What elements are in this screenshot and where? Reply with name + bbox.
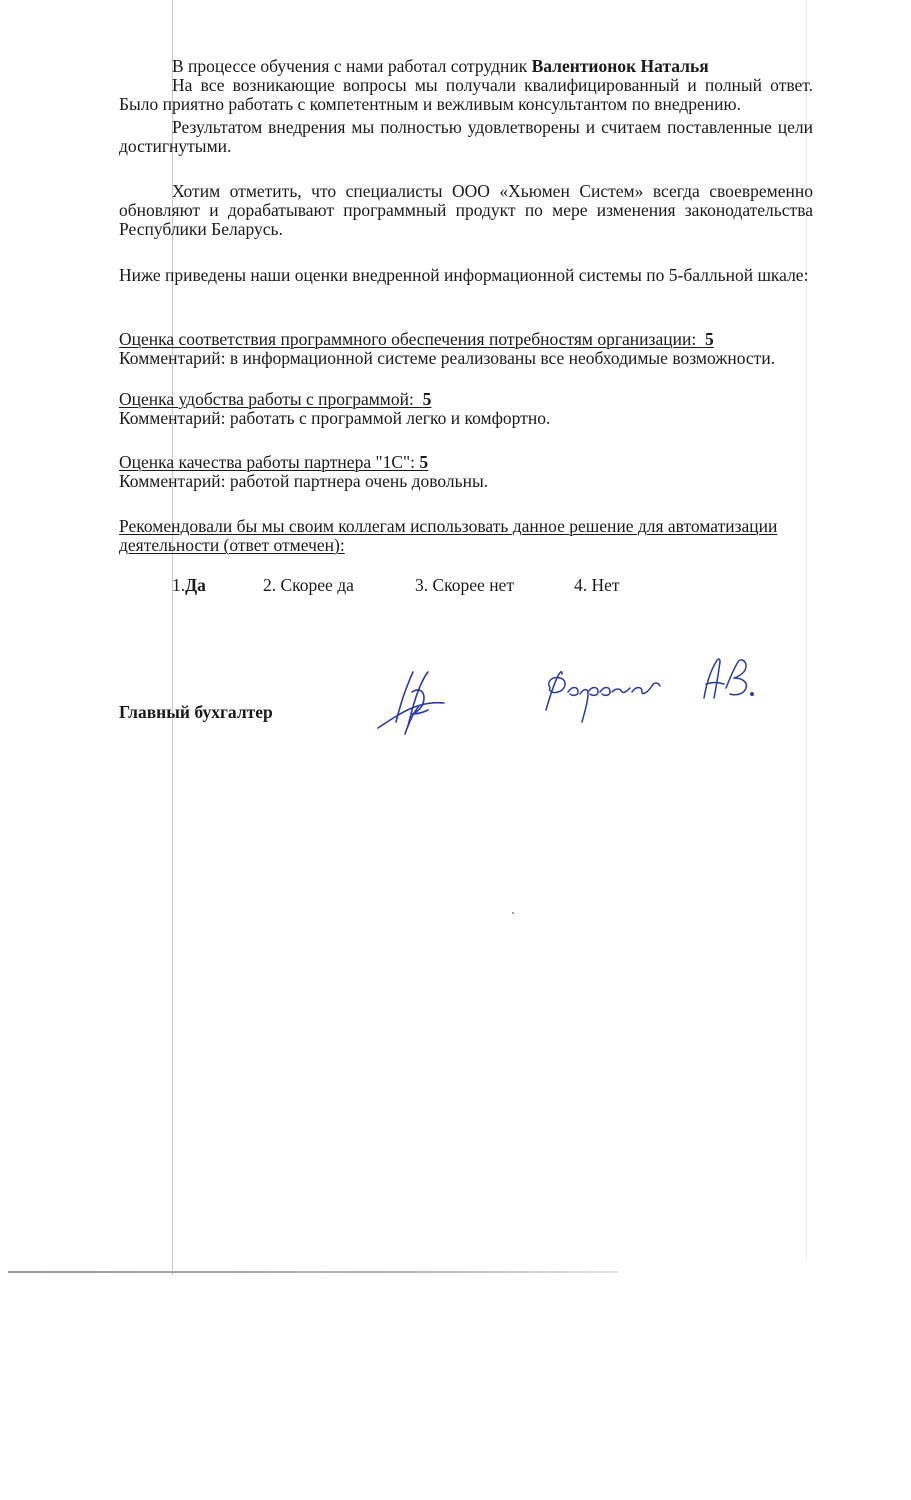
intro-prefix: В процессе обучения с нами работал сотрудник xyxy=(172,56,532,76)
option-no: 4. Нет xyxy=(574,575,620,595)
paragraph-result: Результатом внедрения мы полностью удовлетворены и считаем поставленные цели достигнутыми. xyxy=(119,117,813,156)
rating-comment: Комментарий: в информационной системе реализованы все необходимые возможности. xyxy=(119,348,776,368)
paragraph-answers: На все возникающие вопросы мы получали квалифицированный и полный ответ. Было приятно работать с компетентным и вежливым консультантом по внедрению. xyxy=(119,75,813,114)
paragraph-ratings-intro: Ниже приведены наши оценки внедренной информационной системы по 5-балльной шкале: xyxy=(119,265,809,285)
rating-question: Оценка качества работы партнера "1С": xyxy=(119,452,416,472)
scan-speck xyxy=(512,912,514,914)
rating-score: 5 xyxy=(419,452,429,472)
option-rather-no: 3. Скорее нет xyxy=(415,575,514,595)
employee-name: Валентионок Наталья xyxy=(531,56,709,76)
paragraph-updates: Хотим отметить, что специалисты ООО «Хьюмен Систем» всегда своевременно обновляют и дорабатывают программный продукт по мере изменения законодательства Республики Беларусь. xyxy=(119,181,813,239)
option-yes: 1.Да xyxy=(172,575,206,595)
rating-comment: Комментарий: работать с программой легко и комфортно. xyxy=(119,408,551,428)
rating-question: Оценка соответствия программного обеспечения потребностям организации: xyxy=(119,329,697,349)
rating-question: Оценка удобства работы с программой: xyxy=(119,389,414,409)
rating-comment: Комментарий: работой партнера очень довольны. xyxy=(119,471,489,491)
option-rather-yes: 2. Скорее да xyxy=(263,575,354,595)
rating-compliance xyxy=(119,330,813,368)
rating-score: 5 xyxy=(422,389,432,409)
handwritten-initials-signature xyxy=(372,662,452,742)
rating-partner-quality xyxy=(119,453,813,491)
rating-usability xyxy=(119,390,813,428)
scan-bottom-edge xyxy=(8,1271,618,1273)
recommendation-question: Рекомендовали бы мы своим коллегам использовать данное решение для автоматизации деятельности (ответ отмечен): xyxy=(119,516,778,555)
intro-line xyxy=(119,57,813,76)
rating-score: 5 xyxy=(704,329,714,349)
handwritten-name-signature xyxy=(540,648,770,728)
recommendation-options xyxy=(172,576,672,596)
position-title: Главный бухгалтер xyxy=(119,702,273,722)
